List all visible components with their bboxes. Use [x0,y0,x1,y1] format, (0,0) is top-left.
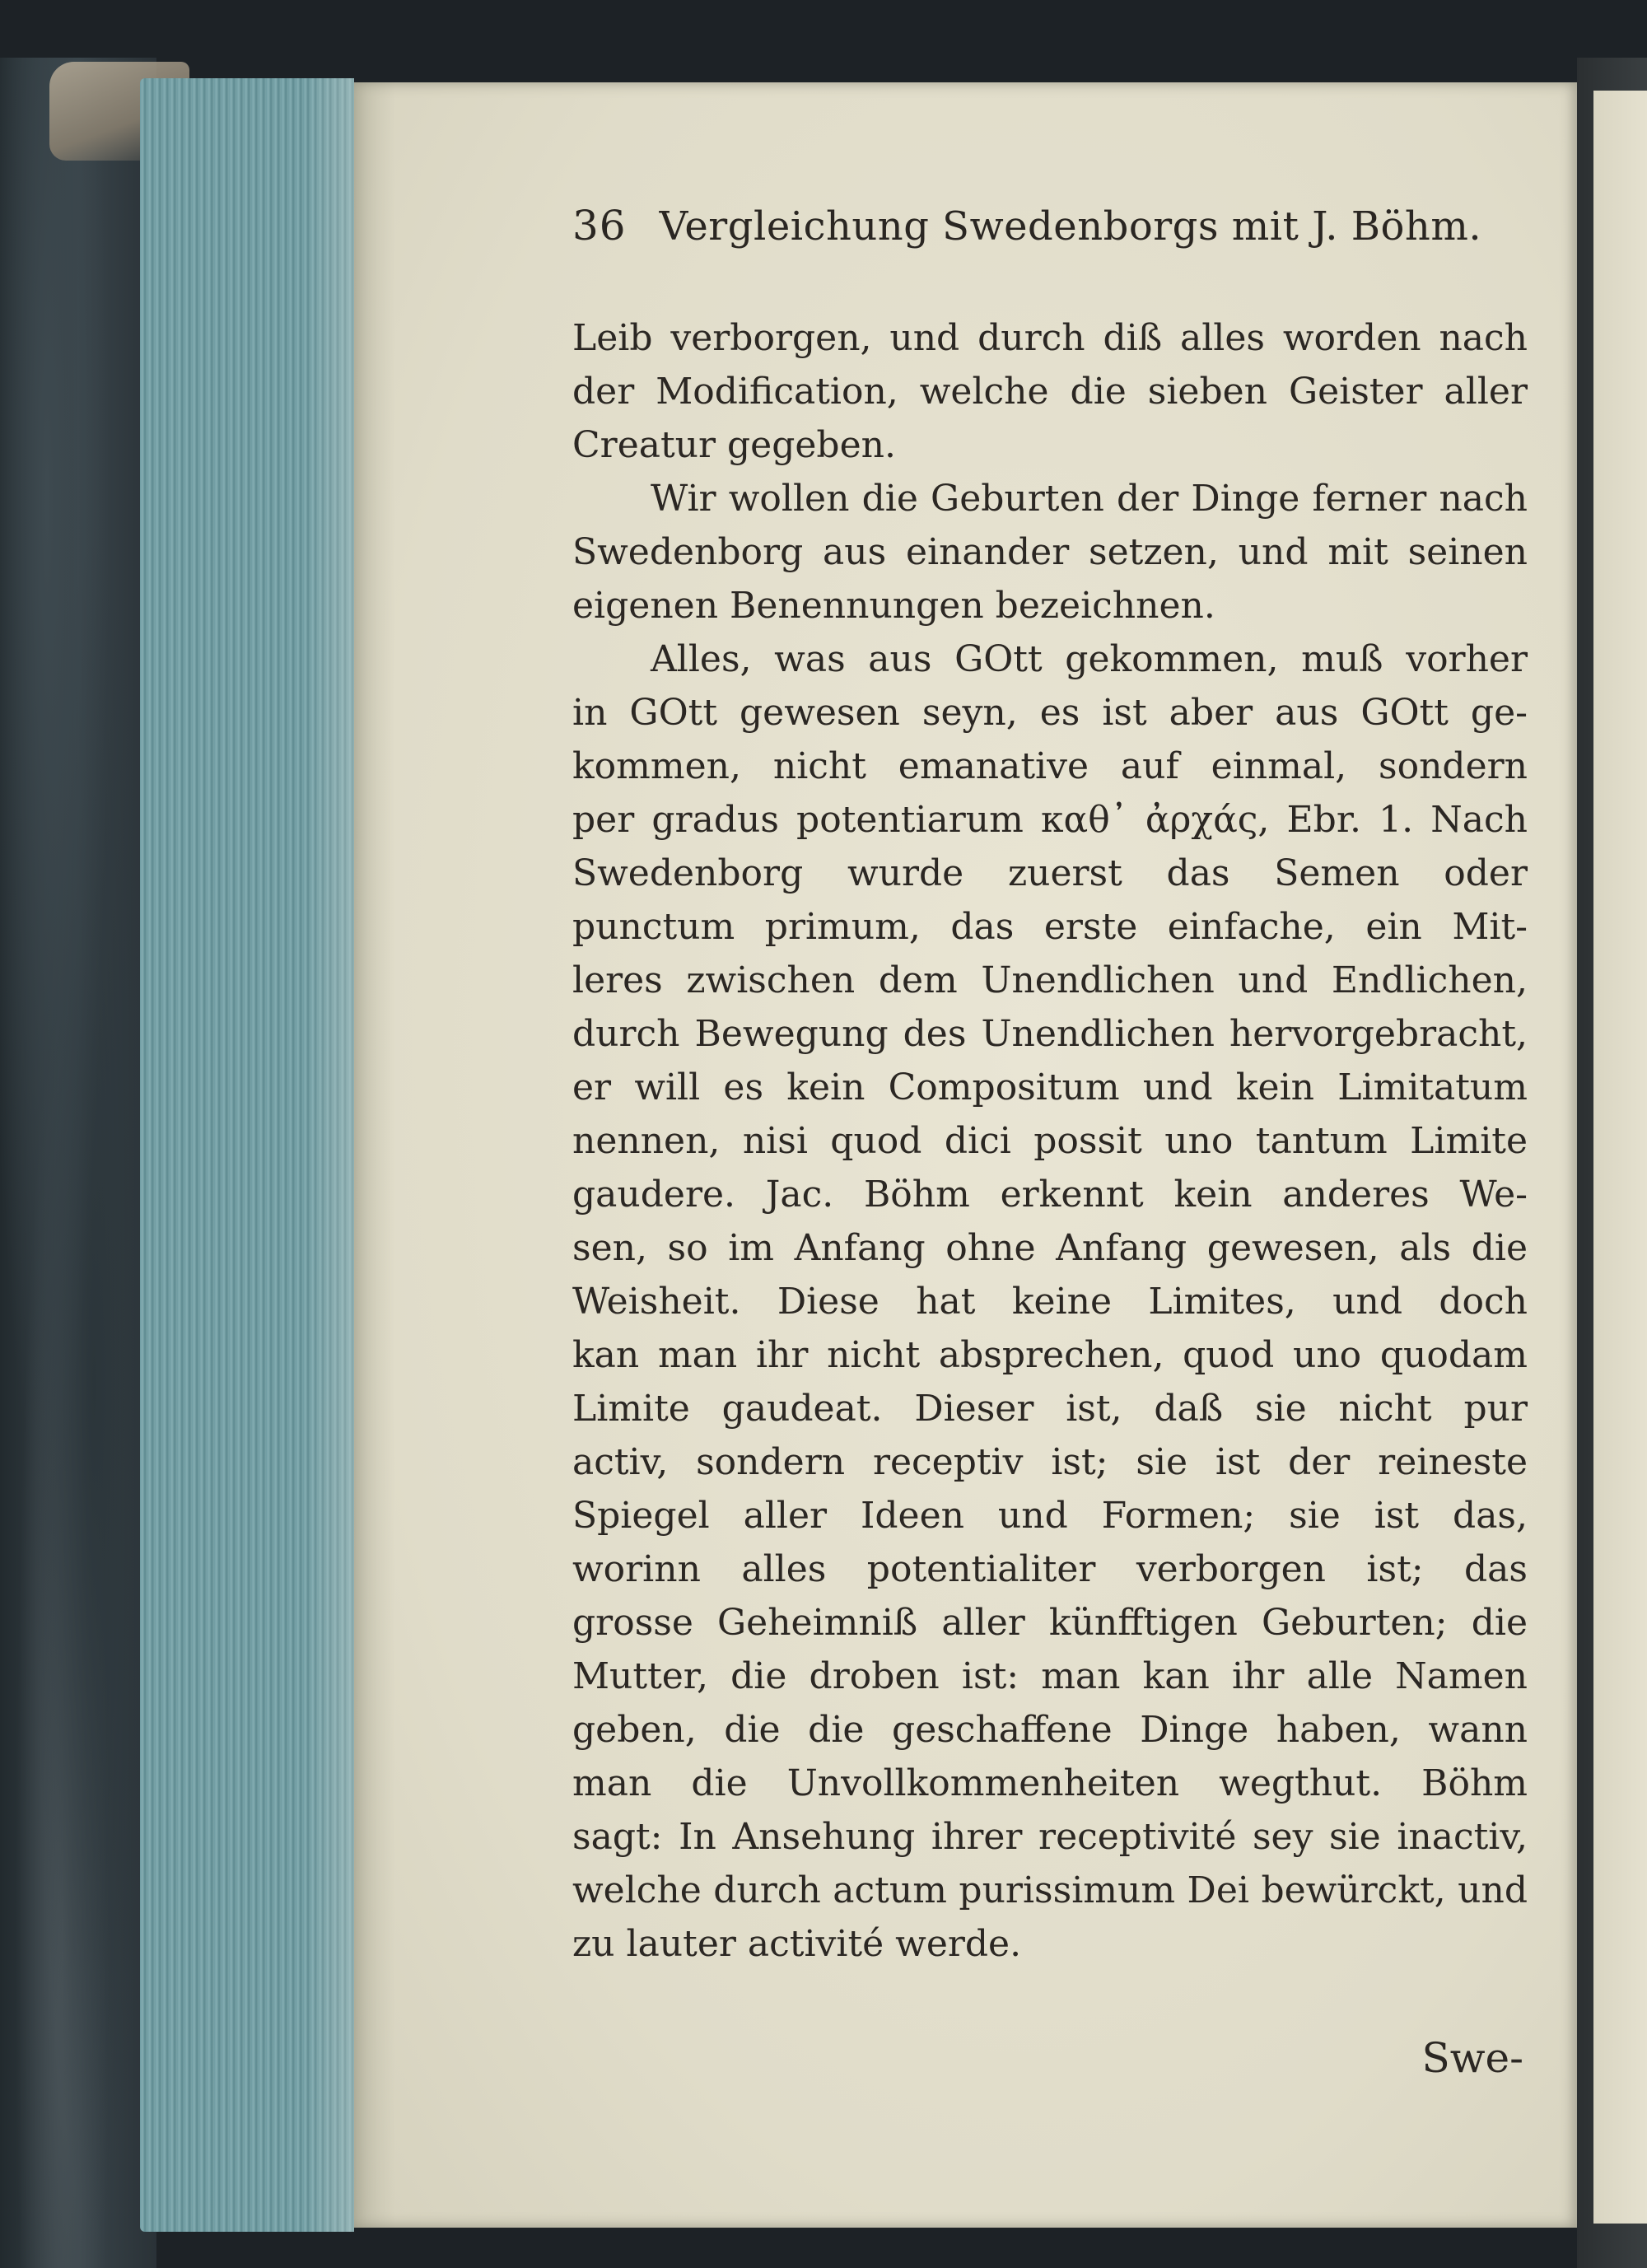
text-line: man die Unvollkommenheiten wegthut. Böhm [572,1762,1528,1804]
text-line: leres zwischen dem Unendlichen und Endlichen, [572,959,1528,1001]
marbled-cover-board [0,58,156,2268]
facing-page-edge [1593,91,1647,2224]
text-line: Spiegel aller Ideen und Formen; sie ist das, [572,1495,1528,1537]
text-line: Weisheit. Diese hat keine Limites, und doch [572,1281,1528,1323]
text-line: in GOtt gewesen seyn, es ist aber aus GOtt ge- [572,692,1528,734]
text-line: sen, so im Anfang ohne Anfang gewesen, als die [572,1227,1528,1269]
text-line: Leib verborgen, und durch diß alles worden nach [572,317,1528,359]
text-line: Mutter, die droben ist: man kan ihr alle Namen [572,1655,1528,1697]
text-line: Wir wollen die Geburten der Dinge ferner nach [651,478,1528,520]
text-line: welche durch actum purissimum Dei bewürckt, und [572,1869,1528,1911]
text-line: geben, die die geschaffene Dinge haben, wann [572,1709,1528,1751]
text-line: Alles, was aus GOtt gekommen, muß vorher [651,638,1528,680]
text-line: Creatur gegeben. [572,424,896,466]
text-line: nennen, nisi quod dici possit uno tantum Limite [572,1120,1528,1162]
text-line: durch Bewegung des Unendlichen hervorgebracht, [572,1013,1528,1055]
text-line: gaudere. Jac. Böhm erkennt kein anderes We- [572,1174,1528,1216]
text-line: activ, sondern receptiv ist; sie ist der reineste [572,1441,1528,1483]
text-line: er will es kein Compositum und kein Limitatum [572,1066,1528,1108]
text-line: kan man ihr nicht absprechen, quod uno quodam [572,1334,1528,1376]
text-line: der Modification, welche die sieben Geister aller [572,371,1528,413]
text-line: kommen, nicht emanative auf einmal, sondern [572,745,1528,787]
gutter-shade [354,82,395,2228]
running-head [572,202,1482,268]
text-line: Limite gaudeat. Dieser ist, daß sie nicht pur [572,1388,1528,1430]
running-title: Vergleichung Swedenborgs mit J. Böhm. [659,203,1482,250]
text-line: zu lauter activité werde. [572,1923,1022,1965]
text-line: punctum primum, das erste einfache, ein Mit- [572,906,1528,948]
text-line: Swedenborg aus einander setzen, und mit seinen [572,531,1528,573]
text-line: worinn alles potentialiter verborgen ist; das [572,1548,1528,1590]
text-line: eigenen Benennungen bezeichnen. [572,585,1215,627]
page-number: 36 [572,202,627,250]
body-text [572,311,1528,1971]
text-line: sagt: In Ansehung ihrer receptivité sey sie inactiv, [572,1816,1528,1858]
text-line: per gradus potentiarum καθ᾽ ἀρχάς, Ebr. 1. Nach [572,799,1528,841]
text-line: Swedenborg wurde zuerst das Semen oder [572,852,1528,894]
page-edges-shade [305,78,354,2232]
text-line: grosse Geheimniß aller künfftigen Geburten; die [572,1602,1528,1644]
catchword: Swe- [1421,2034,1523,2082]
